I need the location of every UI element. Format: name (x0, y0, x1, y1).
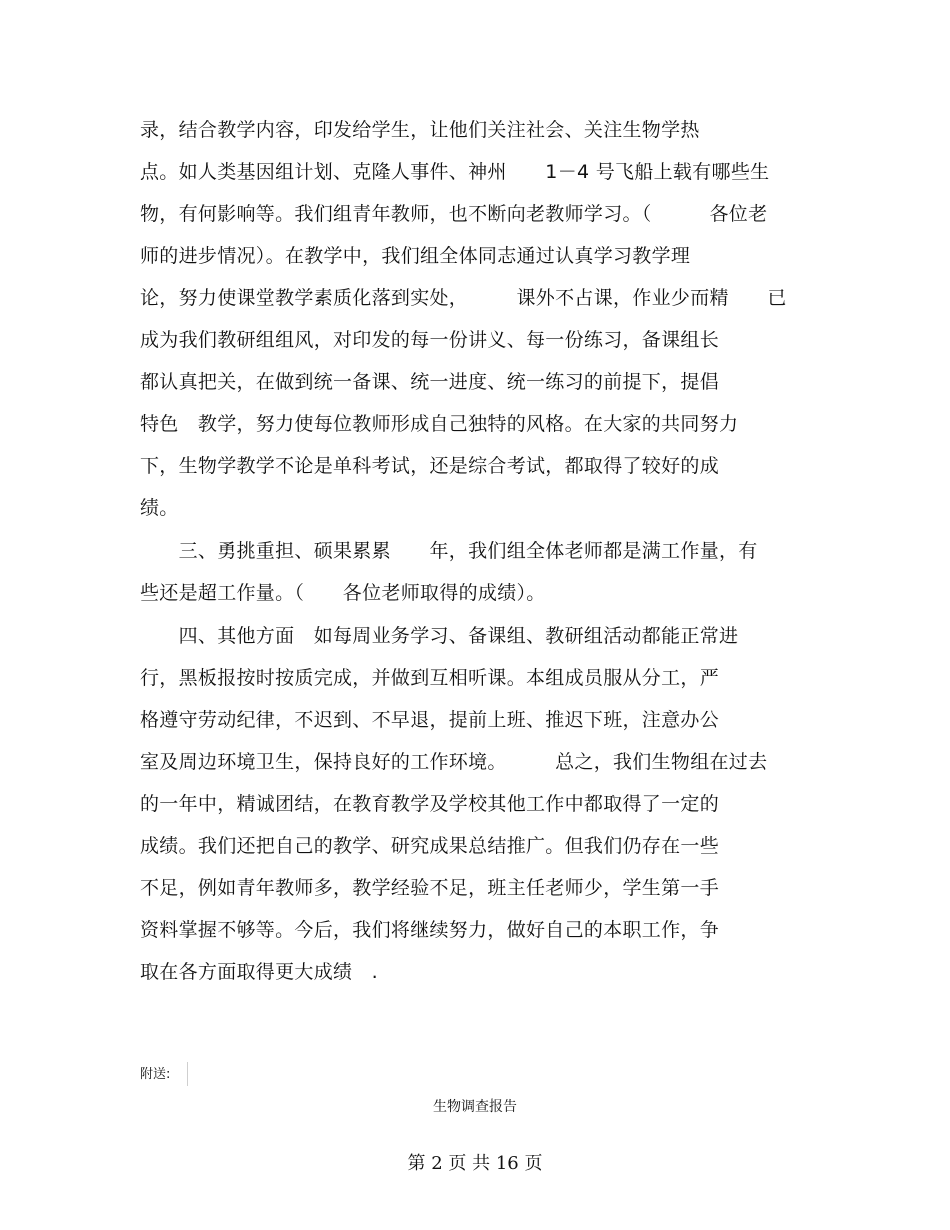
section-heading-line: 三、勇挑重担、硕果累累 年，我们组全体老师都是满工作量，有 (140, 540, 758, 562)
appendix-title: 生物调查报告 (433, 1099, 517, 1115)
body-text-line: 室及周边环境卫生，保持良好的工作环境。 总之，我们生物组在过去 (140, 751, 768, 773)
body-text-line: 取在各方面取得更大成绩 . (140, 961, 378, 983)
body-text-line: 的一年中，精诚团结，在教育教学及学校其他工作中都取得了一定的 (140, 793, 720, 815)
body-text-line: 成为我们教研组组风，对印发的每一份讲义、每一份练习，备课组长 (140, 329, 720, 351)
body-text-line: 都认真把关，在做到统一备课、统一进度、统一练习的前提下，提倡 (140, 371, 720, 393)
body-text-line: 物，有何影响等。我们组青年教师，也不断向老教师学习。（ 各位老 (140, 203, 768, 225)
body-text-line: 师的进步情况）。在教学中，我们组全体同志通过认真学习教学理 (140, 245, 691, 267)
body-text-line: 论，努力使课堂教学素质化落到实处， 课外不占课，作业少而精 已 (140, 287, 787, 309)
appendix-label: 附送: (140, 1067, 171, 1082)
body-text-line: 录，结合教学内容，印发给学生，让他们关注社会、关注生物学热 (140, 119, 700, 141)
body-text-line: 行，黑板报按时按质完成，并做到互相听课。本组成员服从分工，严 (140, 667, 720, 689)
body-text-line: 成绩。我们还把自己的教学、研究成果总结推广。但我们仍存在一些 (140, 835, 720, 857)
appendix-divider (187, 1062, 188, 1086)
body-text-line: 格遵守劳动纪律，不迟到、不早退，提前上班、推迟下班，注意办公 (140, 709, 720, 731)
body-text-line: 不足，例如青年教师多，教学经验不足，班主任老师少，学生第一手 (140, 877, 720, 899)
body-text-line: 特色 教学，努力使每位教师形成自己独特的风格。在大家的共同努力 (140, 413, 739, 435)
body-text-line: 资料掌握不够等。今后，我们将继续努力，做好自己的本职工作，争 (140, 919, 720, 941)
body-text-line: 些还是超工作量。（ 各位老师取得的成绩）。 (140, 582, 546, 604)
page-indicator: 第 2 页 共 16 页 (407, 1153, 543, 1174)
body-text-line: 点。如人类基因组计划、克隆人事件、神州 1－4 号飞船上载有哪些生 (140, 161, 770, 183)
body-text-line: 绩。 (140, 497, 179, 519)
section-heading-line: 四、其他方面 如每周业务学习、备课组、教研组活动都能正常进 (140, 625, 739, 647)
body-text-line: 下，生物学教学不论是单科考试，还是综合考试，都取得了较好的成 (140, 455, 720, 477)
